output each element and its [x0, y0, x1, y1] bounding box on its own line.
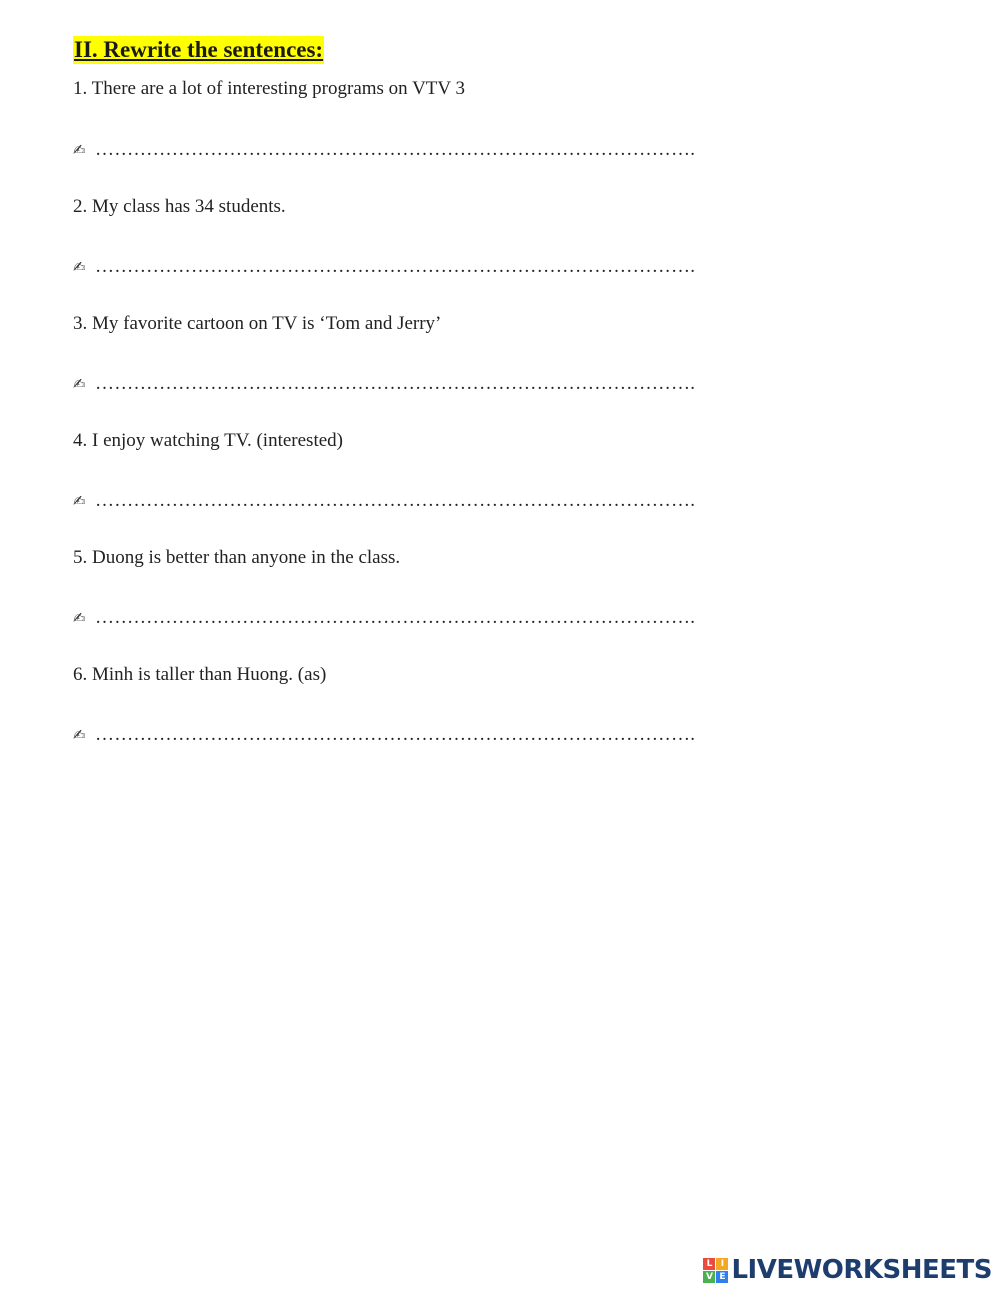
question-2-prompt: 2. My class has 34 students. [73, 196, 286, 217]
answer-field-4[interactable] [73, 489, 738, 513]
logo-text: LIVEWORKSHEETS [731, 1255, 992, 1285]
answer-field-5[interactable] [73, 606, 738, 630]
answer-field-2[interactable] [73, 255, 738, 279]
logo-letter-v: V [703, 1271, 715, 1283]
logo-letter-e: E [716, 1271, 728, 1283]
liveworksheets-logo [703, 1256, 992, 1284]
answer-dots: …………………………………………………………………………………. [95, 373, 696, 394]
answer-field-1[interactable] [73, 138, 738, 162]
pencil-icon: ✍ [73, 609, 86, 627]
answer-dots: …………………………………………………………………………………. [95, 490, 696, 511]
pencil-icon: ✍ [73, 375, 86, 393]
logo-mark-icon [703, 1258, 728, 1283]
answer-dots: …………………………………………………………………………………. [95, 724, 696, 745]
answer-dots: …………………………………………………………………………………. [95, 607, 696, 628]
answer-field-6[interactable] [73, 723, 738, 747]
pencil-icon: ✍ [73, 492, 86, 510]
question-4-prompt: 4. I enjoy watching TV. (interested) [73, 430, 343, 451]
question-1-prompt: 1. There are a lot of interesting programs on VTV 3 [73, 78, 466, 99]
pencil-icon: ✍ [73, 726, 86, 744]
answer-field-3[interactable] [73, 372, 738, 396]
pencil-icon: ✍ [73, 141, 86, 159]
pencil-icon: ✍ [73, 258, 86, 276]
question-5-prompt: 5. Duong is better than anyone in the class. [73, 547, 401, 568]
question-6-prompt: 6. Minh is taller than Huong. (as) [73, 664, 327, 685]
question-3-prompt: 3. My favorite cartoon on TV is ‘Tom and Jerry’ [73, 313, 442, 334]
section-heading: II. Rewrite the sentences: [74, 37, 324, 62]
logo-letter-i: I [716, 1258, 728, 1270]
answer-dots: …………………………………………………………………………………. [95, 256, 696, 277]
answer-dots: …………………………………………………………………………………. [95, 139, 696, 160]
logo-letter-l: L [703, 1258, 715, 1270]
